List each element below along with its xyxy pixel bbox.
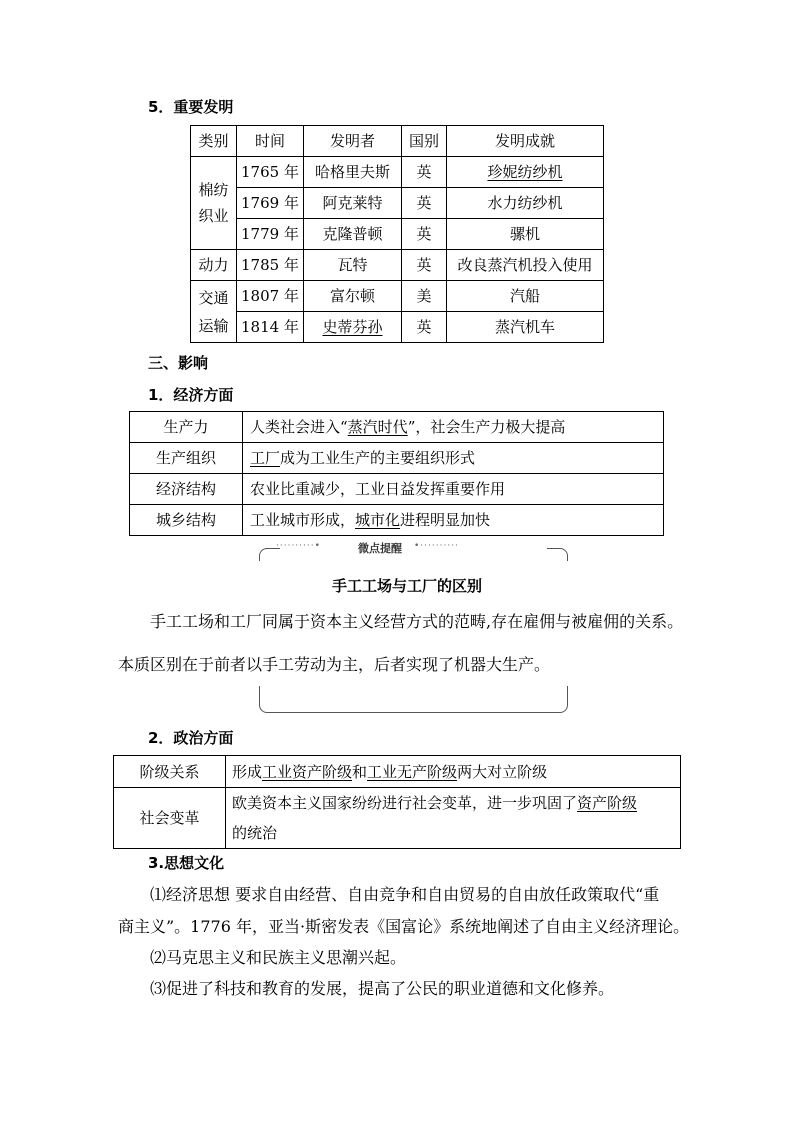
achievement-cell: 改良蒸汽机投入使用 [447,250,604,281]
tip-line-1: 手工工场和工厂同属于资本主义经营方式的范畴,存在雇佣与被雇佣的关系。 [150,612,684,631]
category-transport: 交通 运输 [191,281,237,343]
col-header-inventor: 发明者 [304,126,402,157]
table-row [114,756,681,788]
tip-label-dots-left: ··········• [276,541,321,551]
achievement-cell: 水力纺纱机 [447,188,604,219]
table-row [130,412,664,443]
country-cell: 美 [402,281,447,312]
thought-p2: ⑵马克思主义和民族主义思潮兴起。 [150,948,407,967]
category-power: 动力 [191,250,237,281]
tip-label: 微点提醒 [358,542,402,555]
tip-line-2: 本质区别在于前者以手工劳动为主，后者实现了机器大生产。 [118,655,551,674]
inventor-cell: 阿克莱特 [304,188,402,219]
thought-p1-line2: 商主义”。1776 年，亚当·斯密发表《国富论》系统地阐述了自由主义经济理论。 [118,917,690,936]
economy-key: 经济结构 [130,474,243,505]
table-row [130,443,664,474]
achievement-cell: 蒸汽机车 [447,312,604,343]
section-5-heading: 5．重要发明 [148,98,234,116]
achievement-cell: 汽船 [447,281,604,312]
politics-key: 阶级关系 [114,756,226,788]
table-row [191,250,604,281]
country-cell: 英 [402,188,447,219]
politics-heading: 2．政治方面 [148,729,234,747]
table-row [191,188,604,219]
table-row [130,505,664,536]
tip-label-dots-right: •·········· [414,541,459,551]
category-textile: 棉纺 织业 [191,157,237,250]
thought-heading: 3.思想文化 [148,854,225,872]
year-cell: 1807 年 [237,281,304,312]
year-cell: 1765 年 [237,157,304,188]
tip-title: 手工工场与工厂的区别 [332,577,483,595]
table-row [191,219,604,250]
achievement-cell: 珍妮纺纱机 [447,157,604,188]
thought-p3: ⑶促进了科技和教育的发展，提高了公民的职业道德和文化修养。 [150,979,615,998]
politics-key: 社会变革 [114,788,226,849]
country-cell: 英 [402,219,447,250]
achievement-cell: 骡机 [447,219,604,250]
inventor-cell: 克隆普顿 [304,219,402,250]
col-header-achievement: 发明成就 [447,126,604,157]
country-cell: 英 [402,157,447,188]
economy-key: 生产组织 [130,443,243,474]
inventions-table [190,125,604,343]
economy-key: 城乡结构 [130,505,243,536]
economy-value: 工业城市形成，城市化进程明显加快 [243,505,664,536]
economy-table [129,411,664,536]
politics-value: 形成工业资产阶级和工业无产阶级两大对立阶级 [226,756,681,788]
table-row [191,157,604,188]
politics-value: 欧美资本主义国家纷纷进行社会变革，进一步巩固了资产阶级 的统治 [226,788,681,849]
col-header-country: 国别 [402,126,447,157]
year-cell: 1769 年 [237,188,304,219]
country-cell: 英 [402,250,447,281]
col-header-category: 类别 [191,126,237,157]
table-row [130,474,664,505]
col-header-year: 时间 [237,126,304,157]
economy-value: 工厂成为工业生产的主要组织形式 [243,443,664,474]
politics-table [113,755,681,849]
year-cell: 1814 年 [237,312,304,343]
inventor-cell: 瓦特 [304,250,402,281]
inventor-cell: 富尔顿 [304,281,402,312]
table-row [114,788,681,849]
country-cell: 英 [402,312,447,343]
section-3-heading: 三、影响 [148,354,209,372]
economy-key: 生产力 [130,412,243,443]
table-row [191,312,604,343]
inventor-cell: 史蒂芬孙 [304,312,402,343]
year-cell: 1779 年 [237,219,304,250]
economy-value: 人类社会进入“蒸汽时代”，社会生产力极大提高 [243,412,664,443]
table-row [191,281,604,312]
thought-p1-line1: ⑴经济思想 要求自由经营、自由竞争和自由贸易的自由放任政策取代“重 [150,885,660,904]
economy-value: 农业比重减少，工业日益发挥重要作用 [243,474,664,505]
economy-heading: 1．经济方面 [148,386,234,404]
inventor-cell: 哈格里夫斯 [304,157,402,188]
year-cell: 1785 年 [237,250,304,281]
